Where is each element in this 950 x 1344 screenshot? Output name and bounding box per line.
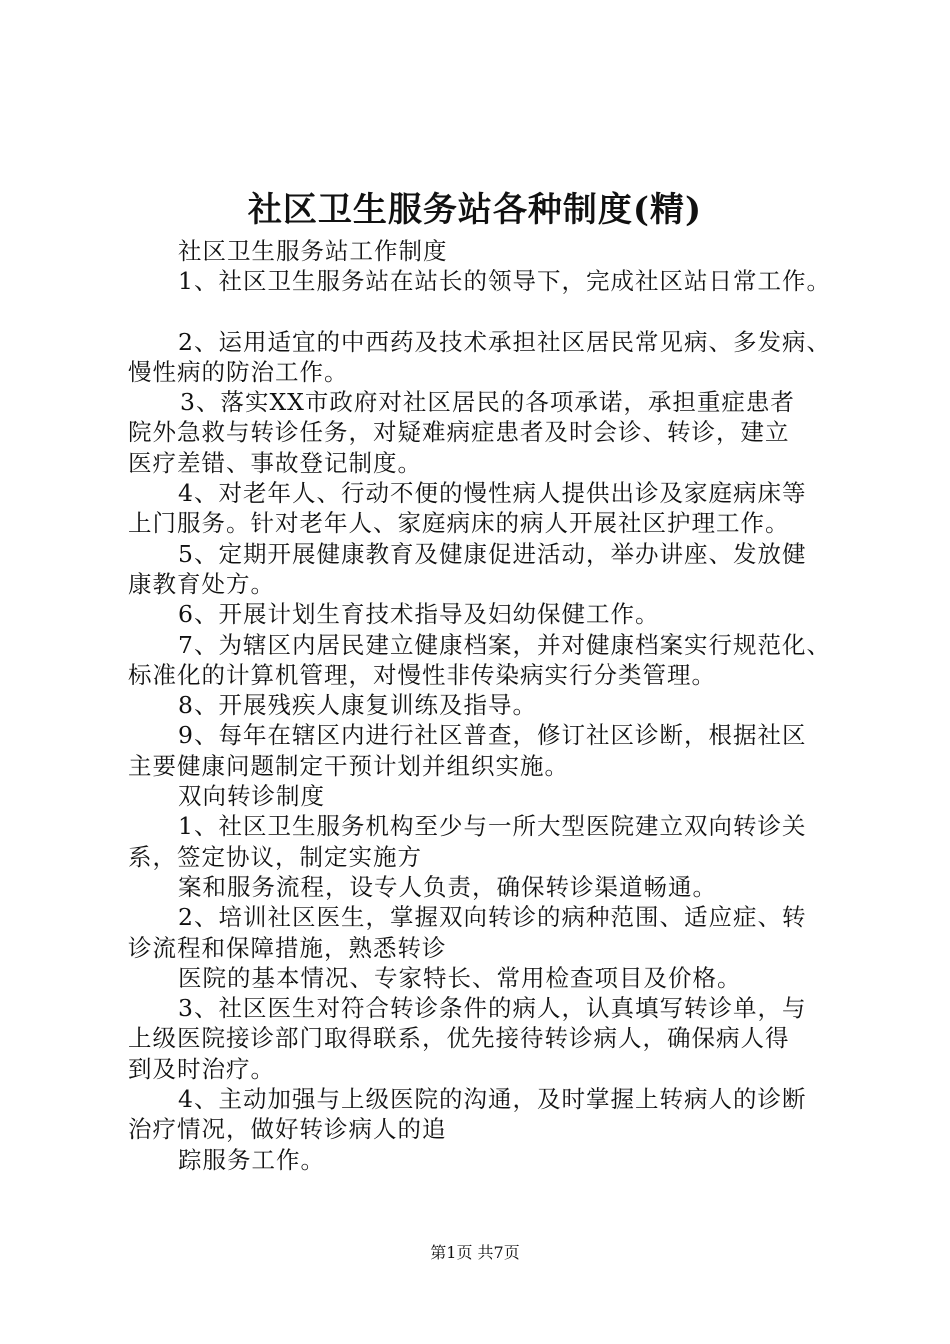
paragraph-line: 医疗差错、事故登记制度。 (128, 448, 422, 477)
paragraph-line: 系，签定协议，制定实施方 (128, 842, 422, 871)
section-heading: 双向转诊制度 (178, 782, 325, 811)
paragraph-line: 4、主动加强与上级医院的沟通，及时掌握上转病人的诊断 (178, 1085, 807, 1114)
page-number: 第1页 共7页 (430, 1243, 520, 1262)
paragraph-line: 6、开展计划生育技术指导及妇幼保健工作。 (178, 600, 660, 629)
paragraph-line: 医院的基本情况、专家特长、常用检查项目及价格。 (178, 963, 742, 992)
paragraph-line: 3、社区医生对符合转诊条件的病人，认真填写转诊单，与 (178, 994, 807, 1023)
document-body (128, 236, 868, 1175)
paragraph-line: 慢性病的防治工作。 (128, 357, 349, 386)
paragraph-line: 上门服务。针对老年人、家庭病床的病人开展社区护理工作。 (128, 509, 790, 538)
paragraph-line: 院外急救与转诊任务，对疑难病症患者及时会诊、转诊，建立 (128, 418, 790, 447)
paragraph-line: 主要健康问题制定干预计划并组织实施。 (128, 751, 569, 780)
paragraph-line: 7、为辖区内居民建立健康档案，并对健康档案实行规范化、 (178, 630, 831, 659)
paragraph-line: 9、每年在辖区内进行社区普查，修订社区诊断，根据社区 (178, 721, 807, 750)
paragraph-line: 诊流程和保障措施，熟悉转诊 (128, 933, 447, 962)
paragraph-line: 1、社区卫生服务机构至少与一所大型医院建立双向转诊关 (178, 812, 807, 841)
paragraph-line: 到及时治疗。 (128, 1054, 275, 1083)
paragraph-line: 4、对老年人、行动不便的慢性病人提供出诊及家庭病床等 (178, 479, 807, 508)
paragraph-line: 康教育处方。 (128, 569, 275, 598)
paragraph-line: 标准化的计算机管理，对慢性非传染病实行分类管理。 (128, 660, 716, 689)
paragraph-line: 5、定期开展健康教育及健康促进活动，举办讲座、发放健 (178, 539, 807, 568)
paragraph-line: 案和服务流程，设专人负责，确保转诊渠道畅通。 (178, 872, 717, 901)
document-title: 社区卫生服务站各种制度(精) (247, 190, 703, 230)
paragraph-line: 治疗情况，做好转诊病人的追 (128, 1115, 447, 1144)
blank-line (128, 297, 868, 327)
paragraph-line: 踪服务工作。 (178, 1145, 325, 1174)
section-heading: 社区卫生服务站工作制度 (178, 237, 448, 265)
paragraph-line: 3、落实XX市政府对社区居民的各项承诺，承担重症患者 (180, 388, 795, 417)
paragraph-line: 2、培训社区医生，掌握双向转诊的病种范围、适应症、转 (178, 903, 807, 932)
paragraph-line: 8、开展残疾人康复训练及指导。 (178, 691, 537, 720)
paragraph-line: 1、社区卫生服务站在站长的领导下，完成社区站日常工作。 (178, 267, 831, 296)
paragraph-line: 2、运用适宜的中西药及技术承担社区居民常见病、多发病、 (178, 327, 831, 356)
paragraph-line: 上级医院接诊部门取得联系，优先接待转诊病人，确保病人得 (128, 1024, 790, 1053)
